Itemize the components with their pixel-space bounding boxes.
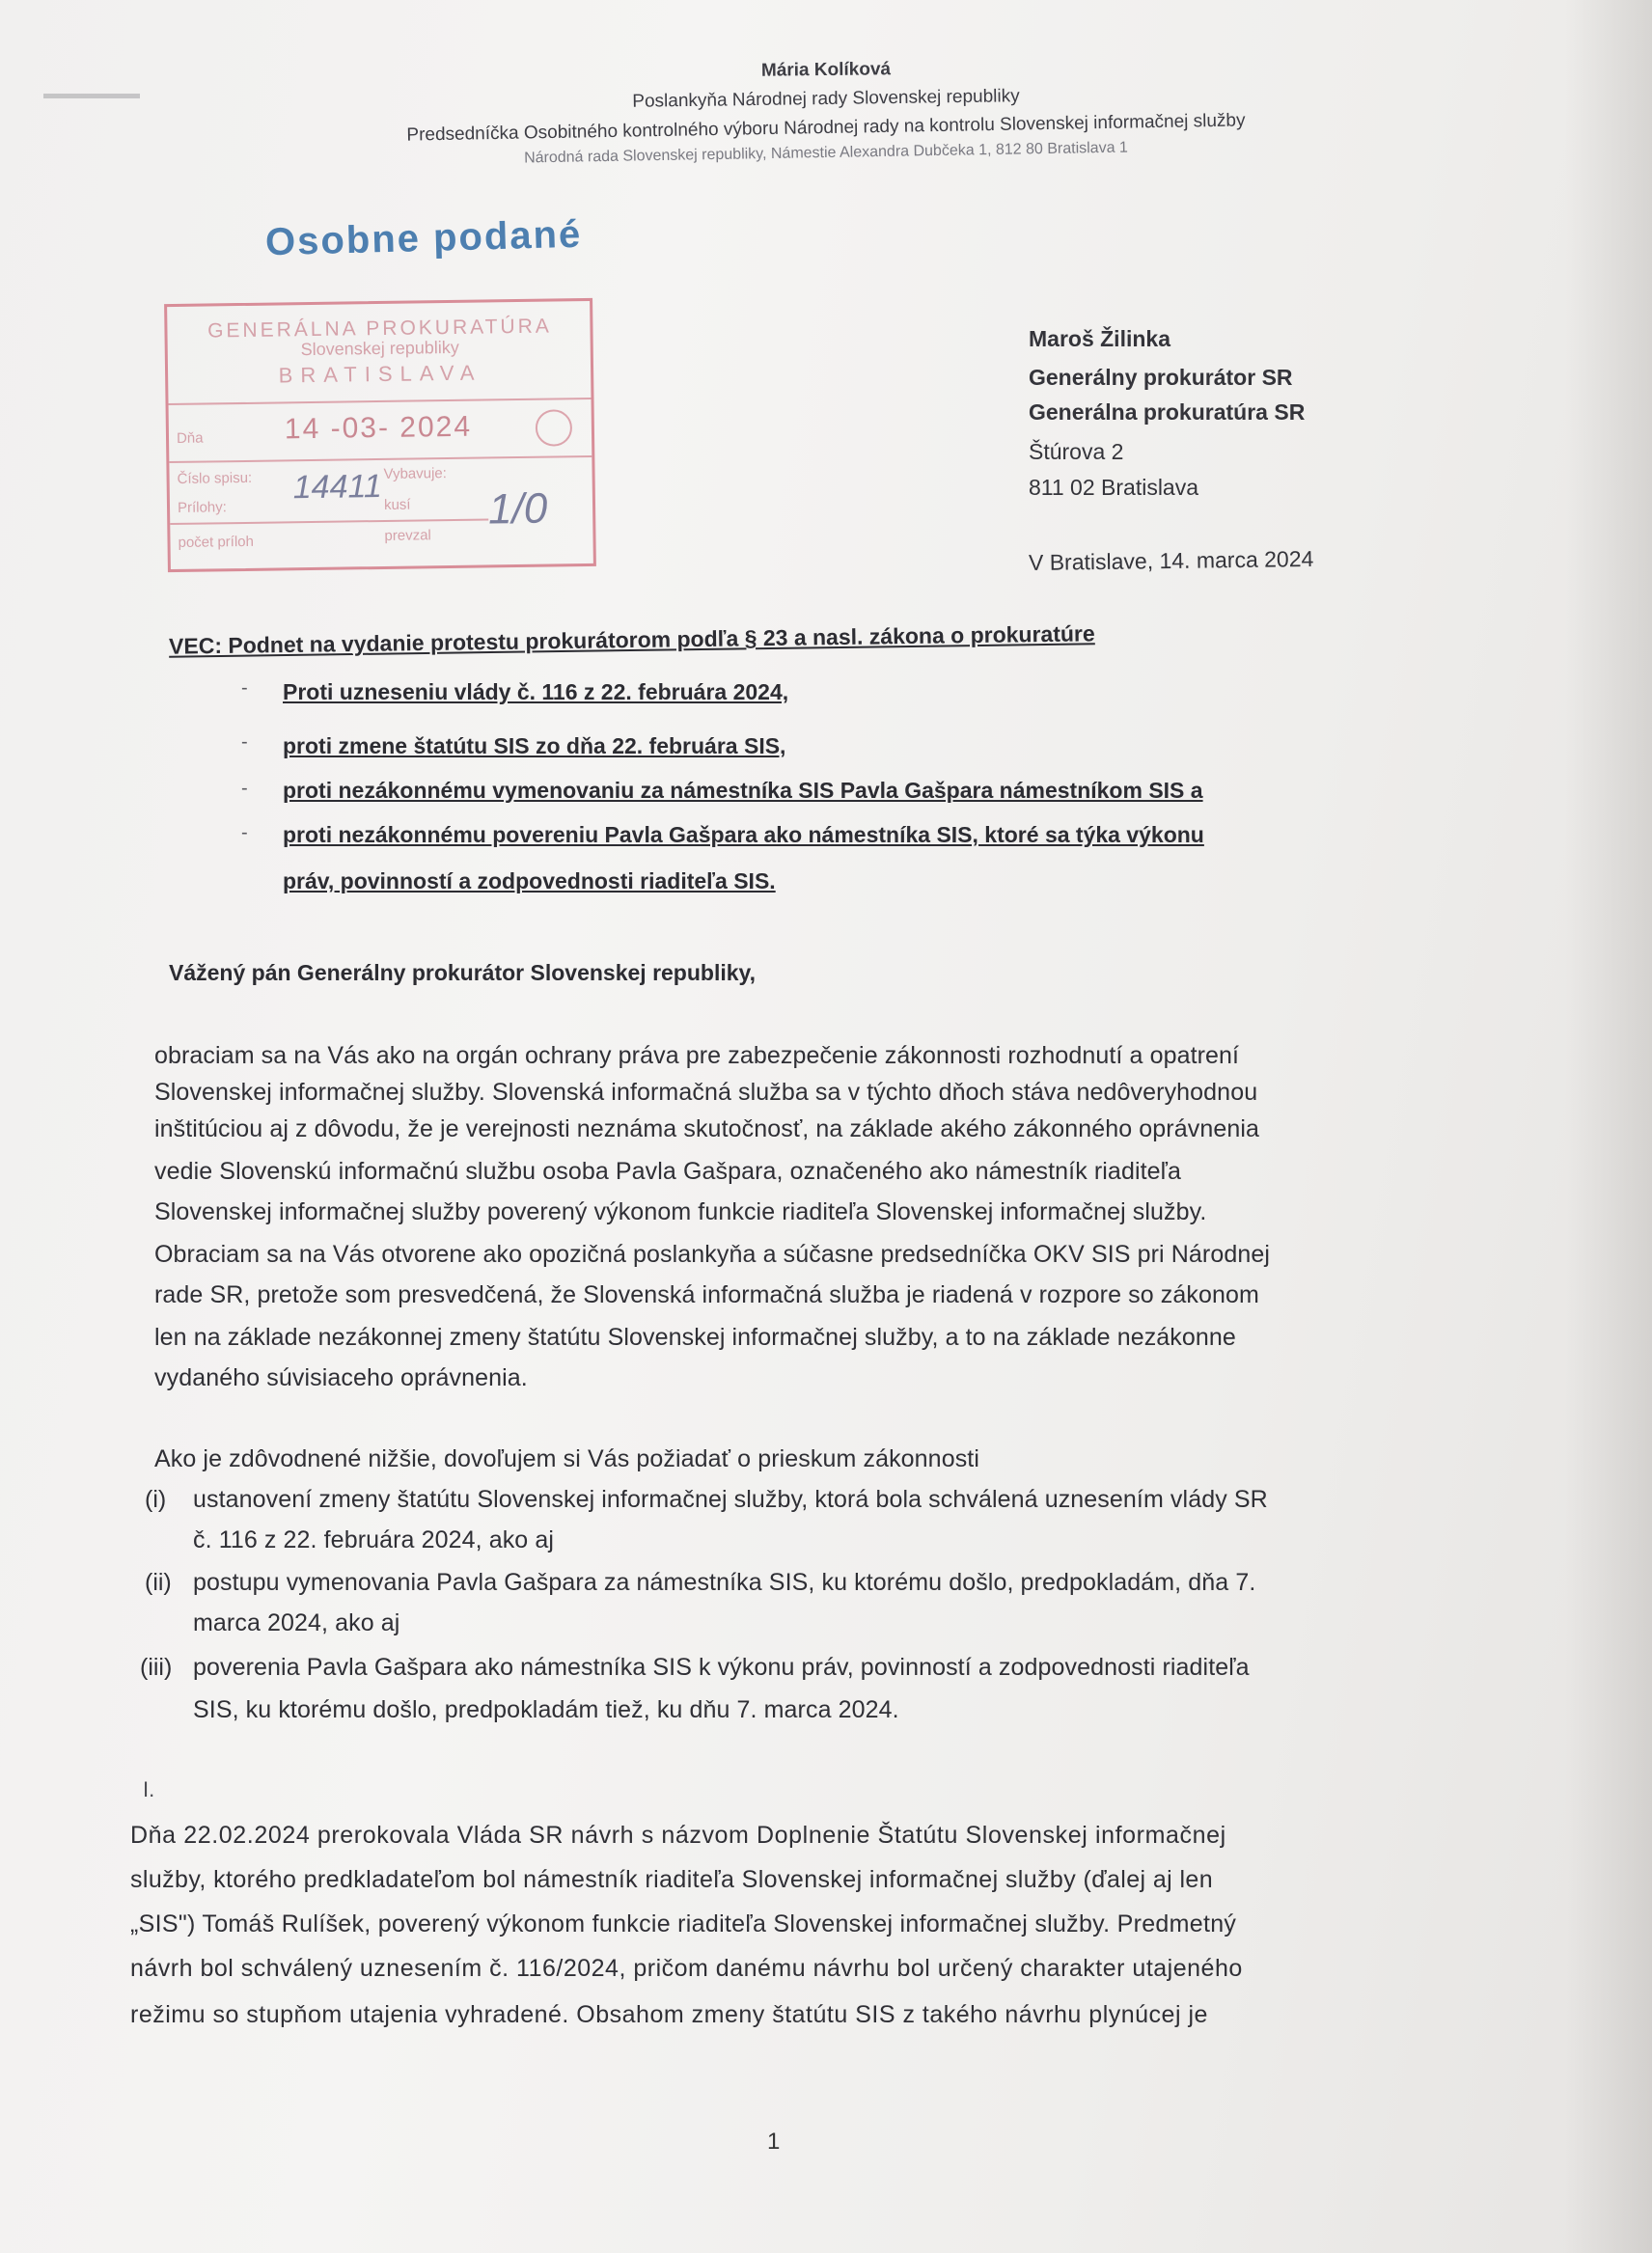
paragraph-line: obraciam sa na Vás ako na orgán ochrany práva pre zabezpečenie zákonnosti rozhodnutí a opatrení — [154, 1042, 1240, 1069]
list-item-line: marca 2024, ako aj — [193, 1609, 400, 1636]
subject-bullet: - — [241, 731, 248, 753]
stamp-num-label: Číslo spisu: — [177, 469, 253, 487]
page-number: 1 — [767, 2129, 781, 2155]
handwritten-note: Osobne podané — [264, 212, 583, 264]
stamp-attach-label: Prílohy: — [177, 499, 228, 516]
subject-item: Proti uzneseniu vlády č. 116 z 22. februára 2024, — [283, 679, 789, 704]
paragraph-line: Slovenskej informačnej služby poverený výkonom funkcie riaditeľa Slovenskej informačnej služby. — [154, 1198, 1207, 1225]
stamp-divider — [169, 455, 592, 463]
list-item-line: SIS, ku ktorému došlo, predpokladám tiež, ku dňu 7. marca 2024. — [193, 1696, 899, 1723]
stamp-subtitle: Slovenskej republiky — [300, 337, 459, 360]
paragraph-line: návrh bol schválený uznesením č. 116/2024, pričom danému návrhu bol určený charakter utajeného — [130, 1955, 1243, 1982]
paragraph-line: „SIS") Tomáš Rulíšek, poverený výkonom funkcie riaditeľa Slovenskej informačnej služby. Predmetný — [130, 1910, 1237, 1937]
recipient-title: Generálny prokurátor SR — [1029, 365, 1293, 390]
subject-item: proti nezákonnému vymenovaniu za námestníka SIS Pavla Gašpara námestníkom SIS a — [283, 778, 1203, 803]
stamp-date-label: Dňa — [176, 429, 204, 447]
paragraph-line: vedie Slovenskú informačnú službu osoba Pavla Gašpara, označeného ako námestník riaditeľa — [154, 1158, 1182, 1185]
paragraph-line: Dňa 22.02.2024 prerokovala Vláda SR návrh s názvom Doplnenie Štatútu Slovenskej informačnej — [130, 1822, 1226, 1849]
stamp-circle-icon — [536, 409, 573, 447]
receipt-stamp — [164, 298, 596, 572]
subject-bullet: - — [241, 677, 248, 699]
stamp-divider — [169, 398, 592, 405]
stamp-vybavuje-label: Vybavuje: — [383, 465, 448, 482]
letter-date: V Bratislave, 14. marca 2024 — [1028, 545, 1314, 576]
recipient-city: 811 02 Bratislava — [1029, 475, 1199, 500]
list-item-line: č. 116 z 22. februára 2024, ako aj — [193, 1526, 555, 1553]
paragraph-line: Obraciam sa na Vás otvorene ako opozičná poslankyňa a súčasne predsedníčka OKV SIS pri Národnej — [154, 1241, 1270, 1268]
list-number: (ii) — [145, 1569, 172, 1596]
subject-heading: VEC: Podnet na vydanie protestu prokurátorom podľa § 23 a nasl. zákona o prokuratúre — [168, 620, 1095, 659]
stamp-attach-value: 1/0 — [487, 484, 548, 534]
stamp-num-value: 14411 — [292, 467, 383, 507]
list-intro: Ako je zdôvodnené nižšie, dovoľujem si Vás požiadať o prieskum zákonnosti — [154, 1445, 979, 1472]
paragraph-line: režimu so stupňom utajenia vyhradené. Obsahom zmeny štatútu SIS z takého návrhu plynúcej je — [130, 2001, 1208, 2028]
recipient-street: Štúrova 2 — [1029, 439, 1124, 464]
list-item-line: postupu vymenovania Pavla Gašpara za námestníka SIS, ku ktorému došlo, predpokladám, dňa 7. — [193, 1569, 1256, 1596]
sender-name: Mária Kolíková — [760, 59, 892, 81]
recipient-name: Maroš Žilinka — [1029, 326, 1170, 351]
list-number: (iii) — [140, 1654, 173, 1681]
paragraph-line: rade SR, pretože som presvedčená, že Slovenská informačná služba je riadená v rozpore so zákonom — [154, 1281, 1259, 1308]
subject-item: práv, povinností a zodpovednosti riaditeľa SIS. — [283, 868, 776, 893]
sender-title: Poslankyňa Národnej rady Slovenskej republiky — [632, 86, 1020, 112]
recipient-office: Generálna prokuratúra SR — [1029, 399, 1306, 425]
list-number: (i) — [145, 1486, 167, 1513]
paragraph-line: vydaného súvisiaceho oprávnenia. — [154, 1364, 528, 1391]
salutation: Vážený pán Generálny prokurátor Slovenskej republiky, — [169, 960, 757, 985]
subject-item: proti nezákonnému povereniu Pavla Gašpara ako námestníka SIS, ktoré sa týka výkonu — [283, 822, 1204, 847]
subject-bullet: - — [241, 822, 248, 843]
stamp-title: GENERÁLNA PROKURATÚRA — [206, 315, 552, 343]
stamp-date: 14 -03- 2024 — [284, 410, 473, 446]
sender-address: Národná rada Slovenskej republiky, Námestie Alexandra Dubčeka 1, 812 80 Bratislava 1 — [523, 139, 1129, 167]
paragraph-line: inštitúciou aj z dôvodu, že je verejnosti neznáma skutočnosť, na základe akého zákonného oprávnenia — [154, 1115, 1259, 1142]
stamp-count-label: počet príloh — [178, 533, 255, 551]
stamp-city: BRATISLAVA — [278, 360, 482, 388]
subject-item: proti zmene štatútu SIS zo dňa 22. februára SIS, — [283, 733, 786, 758]
list-item-line: ustanovení zmeny štatútu Slovenskej informačnej služby, ktorá bola schválená uznesením vlády SR — [193, 1486, 1268, 1513]
subject-bullet: - — [241, 778, 248, 799]
stamp-prevzal-label: prevzal — [384, 527, 431, 544]
section-heading: I. — [143, 1777, 155, 1801]
stamp-kusy-label: kusí — [383, 496, 411, 513]
paragraph-line: služby, ktorého predkladateľom bol námestník riaditeľa Slovenskej informačnej služby (ďalej aj len — [130, 1866, 1213, 1893]
paragraph-line: Slovenskej informačnej služby. Slovenská informačná služba sa v týchto dňoch stáva nedôveryhodnou — [154, 1079, 1258, 1106]
stamp-divider — [170, 518, 488, 525]
list-item-line: poverenia Pavla Gašpara ako námestníka SIS k výkonu práv, povinností a zodpovednosti riaditeľa — [193, 1654, 1250, 1681]
paragraph-line: len na základe nezákonnej zmeny štatútu Slovenskej informačnej služby, a to na základe nezákonne — [154, 1324, 1236, 1351]
sender-committee: Predsedníčka Osobitného kontrolného výboru Národnej rady na kontrolu Slovenskej informačnej služby — [406, 110, 1246, 146]
